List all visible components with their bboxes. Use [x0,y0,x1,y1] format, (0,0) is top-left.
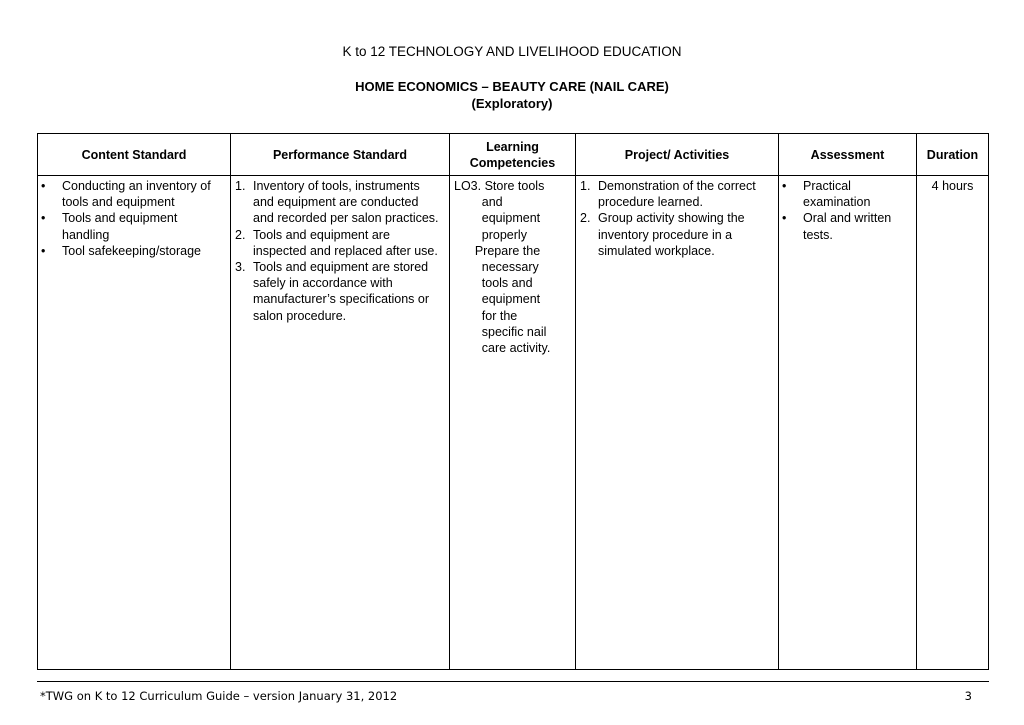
column-divider [449,134,450,669]
list-item: • Oral and written tests. [779,210,910,242]
document-subtitle: HOME ECONOMICS – BEAUTY CARE (NAIL CARE) [355,79,669,94]
list-item: • Tools and equipment handling [38,210,224,242]
competency-line: and [454,195,503,210]
list-item: • Tool safekeeping/storage [38,243,224,259]
item-text: Group activity showing the inventory procedure in a simulated workplace. [598,211,745,258]
column-divider [916,134,917,669]
list-item [231,259,441,324]
competency-line: care activity. [454,341,551,356]
competency-line: LO3. Store tools [454,179,545,193]
assessment-cell [779,178,916,243]
item-text: Demonstration of the correct procedure learned. [598,179,756,210]
curriculum-table [37,133,989,670]
column-header-duration: Duration [926,147,979,162]
document-title: K to 12 TECHNOLOGY AND LIVELIHOOD EDUCATION [342,44,682,59]
item-number: 3. [235,260,246,275]
list-item [576,210,774,259]
item-text: Tools and equipment are stored safely in accordance with manufacturer’s specifications or salon procedure. [253,260,430,323]
item-number: 1. [580,179,591,193]
page-number: 3 [964,689,972,703]
item-text: Inventory of tools, instruments and equipment are conducted and recorded per salon practices. [253,179,439,226]
document-subtitle-note: (Exploratory) [471,96,553,111]
competency-line: properly [454,227,527,242]
list-item [231,178,441,227]
column-header-content-standard: Content Standard [81,147,187,162]
competency-line: specific nail [454,324,547,339]
item-number: 1. [235,179,246,193]
column-header-assessment: Assessment [810,147,885,162]
competency-line: Prepare the [454,243,541,258]
performance-standard-cell [231,178,449,324]
item-number: 2. [580,211,591,226]
competency-line: necessary [454,260,539,275]
duration-cell: 4 hours [931,179,974,193]
column-header-learning-competencies: Learning Competencies [469,139,556,170]
column-header-project-activities: Project/ Activities [624,147,730,162]
item-number: 2. [235,227,246,242]
competency-line: equipment [454,292,541,307]
footer-divider [37,681,989,682]
header-divider [38,175,988,176]
list-item [231,227,441,259]
list-item [576,178,774,210]
list-item: • Conducting an inventory of tools and equipment [38,178,224,210]
competency-line: equipment [454,211,541,226]
column-header-performance-standard: Performance Standard [272,147,408,162]
learning-competencies-cell [454,178,575,356]
footer-note: *TWG on K to 12 Curriculum Guide – version January 31, 2012 [40,689,398,703]
competency-line: tools and [454,276,533,291]
project-activities-cell [576,178,778,259]
item-text: Tools and equipment are inspected and replaced after use. [253,227,438,258]
competency-line: for the [454,308,518,323]
list-item: • Practical examination [779,178,910,210]
content-standard-cell [38,178,230,259]
